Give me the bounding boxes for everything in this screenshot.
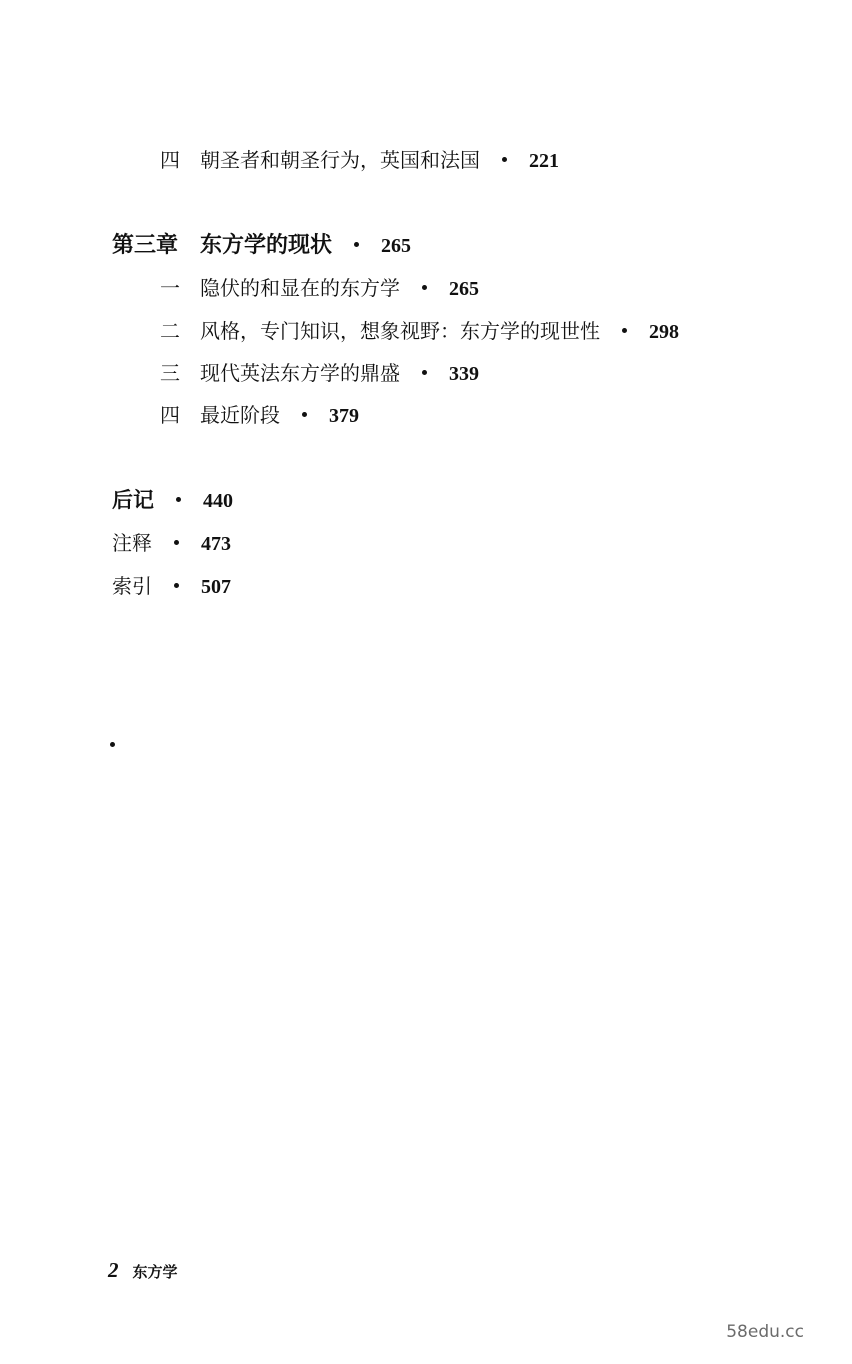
leader-dot-icon <box>174 583 179 588</box>
section-number: 二 <box>160 319 180 343</box>
chapter-title: 东方学的现状 <box>200 232 333 258</box>
section-page-number: 298 <box>649 321 679 343</box>
chapter-label: 第三章 <box>112 232 179 258</box>
section-title: 朝圣者和朝圣行为，英国和法国 <box>200 148 480 172</box>
watermark-text: 58edu.cc <box>726 1322 804 1342</box>
section-number: 四 <box>160 403 180 427</box>
toc-entry-section-4b[interactable] <box>160 399 359 428</box>
section-title: 风格，专门知识，想象视野：东方学的现世性 <box>200 319 600 343</box>
section-title: 隐伏的和显在的东方学 <box>200 276 400 300</box>
section-page-number: 221 <box>529 150 559 172</box>
back-matter-page-number: 507 <box>201 576 231 598</box>
section-page-number: 339 <box>449 363 479 385</box>
toc-entry-afterword[interactable] <box>112 484 233 514</box>
section-page-number: 379 <box>329 405 359 427</box>
section-number: 三 <box>160 361 180 385</box>
footer-book-title: 东方学 <box>132 1263 178 1281</box>
section-number: 四 <box>160 148 180 172</box>
section-number: 一 <box>160 276 180 300</box>
print-mark-dot <box>110 742 115 747</box>
leader-dot-icon <box>302 412 307 417</box>
section-title: 现代英法东方学的鼎盛 <box>200 361 400 385</box>
leader-dot-icon <box>422 370 427 375</box>
back-matter-page-number: 440 <box>203 490 233 512</box>
chapter-page-number: 265 <box>381 235 412 257</box>
toc-entry-index[interactable] <box>112 570 231 599</box>
toc-entry-chapter-3[interactable] <box>112 228 411 259</box>
section-title: 最近阶段 <box>200 403 280 427</box>
leader-dot-icon <box>354 242 359 247</box>
leader-dot-icon <box>176 497 181 502</box>
section-page-number: 265 <box>449 278 479 300</box>
back-matter-title: 后记 <box>112 487 154 512</box>
back-matter-title: 索引 <box>112 574 152 598</box>
toc-entry-notes[interactable] <box>112 527 231 556</box>
leader-dot-icon <box>422 285 427 290</box>
back-matter-page-number: 473 <box>201 533 231 555</box>
footer-page-number: 2 <box>108 1258 119 1282</box>
toc-entry-section-4[interactable] <box>160 144 559 173</box>
leader-dot-icon <box>622 328 627 333</box>
toc-entry-section-2[interactable] <box>160 315 679 344</box>
back-matter-title: 注释 <box>112 531 152 555</box>
leader-dot-icon <box>502 157 507 162</box>
leader-dot-icon <box>174 540 179 545</box>
toc-entry-section-1[interactable] <box>160 272 479 301</box>
page-footer <box>108 1258 178 1283</box>
toc-entry-section-3[interactable] <box>160 357 479 386</box>
